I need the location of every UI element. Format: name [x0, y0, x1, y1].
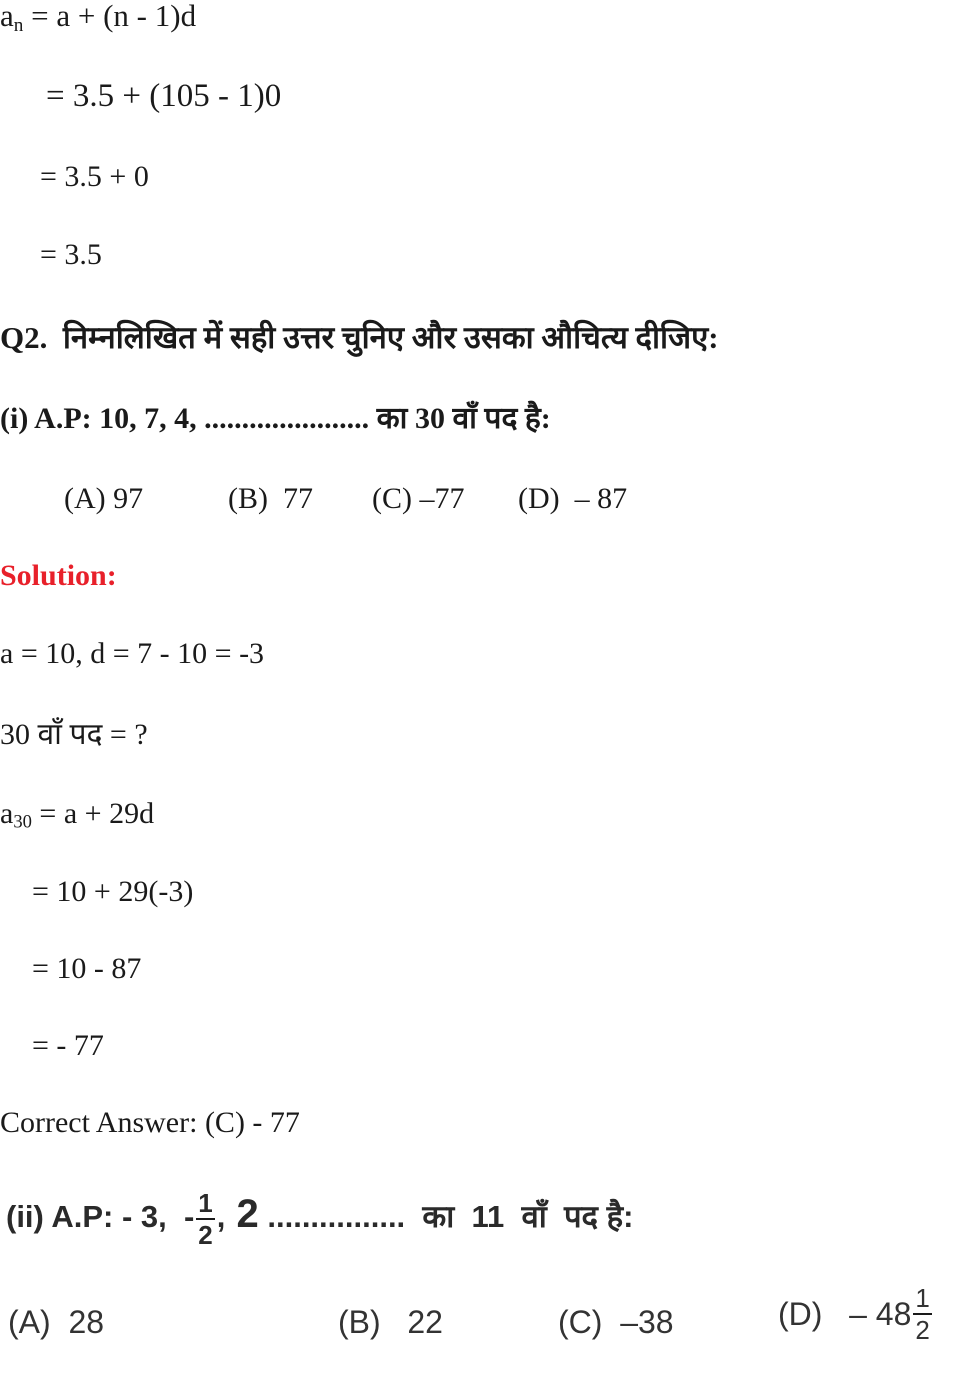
solution-step-3 [0, 799, 154, 832]
option-c-ii: (C) –38 [558, 1304, 674, 1340]
formula-subscript: n [13, 14, 24, 36]
option-b-ii: (B) 22 [338, 1304, 443, 1340]
option-d-ii [778, 1285, 934, 1343]
calc-line-2: = 3.5 + 0 [40, 160, 149, 193]
ap-prefix: (ii) A.P: - 3, - [6, 1199, 195, 1235]
solution-label: Solution: [0, 559, 117, 592]
fraction [196, 1190, 214, 1248]
solution-step-5: = 10 - 87 [32, 952, 142, 985]
option-d-denominator: 2 [915, 1315, 930, 1345]
solution-step-4: = 10 + 29(-3) [32, 875, 194, 908]
term-var: a [0, 797, 14, 830]
option-d-prefix: (D) – 48 [778, 1296, 912, 1332]
option-d-fraction [913, 1285, 931, 1343]
calc-line-1: = 3.5 + (105 - 1)0 [46, 78, 282, 114]
solution-step-6: = - 77 [32, 1029, 104, 1062]
solution-step-2: 30 वाँ पद = ? [0, 718, 148, 751]
ap-term-two: 2 [225, 1192, 259, 1237]
fraction-numerator: 1 [198, 1188, 213, 1218]
fraction-denominator: 2 [198, 1220, 213, 1250]
question-part-2 [6, 1190, 633, 1248]
option-a: (A) 97 [64, 482, 144, 515]
question-part-1: (i) A.P: 10, 7, 4, ...................... का 30 वाँ पद है: [0, 402, 551, 435]
question-tail: ................ का 11 वाँ पद है: [258, 1199, 634, 1235]
question-heading: Q2. निम्नलिखित में सही उत्तर चुनिए और उसका औचित्य दीजिए: [0, 320, 719, 355]
option-d-numerator: 1 [915, 1283, 930, 1313]
option-a-ii: (A) 28 [8, 1304, 105, 1340]
solution-step-1: a = 10, d = 7 - 10 = -3 [0, 637, 265, 670]
formula-line [0, 0, 196, 35]
formula-rest: = a + (n - 1)d [23, 0, 197, 33]
option-d: (D) – 87 [518, 482, 628, 515]
option-b: (B) 77 [228, 482, 313, 515]
correct-answer: Correct Answer: (C) - 77 [0, 1106, 300, 1139]
calc-line-3: = 3.5 [40, 238, 102, 271]
term-rest: = a + 29d [31, 797, 155, 830]
term-subscript: 30 [13, 811, 32, 833]
formula-var: a [0, 0, 14, 33]
option-c: (C) –77 [372, 482, 465, 515]
comma: , [216, 1199, 226, 1235]
